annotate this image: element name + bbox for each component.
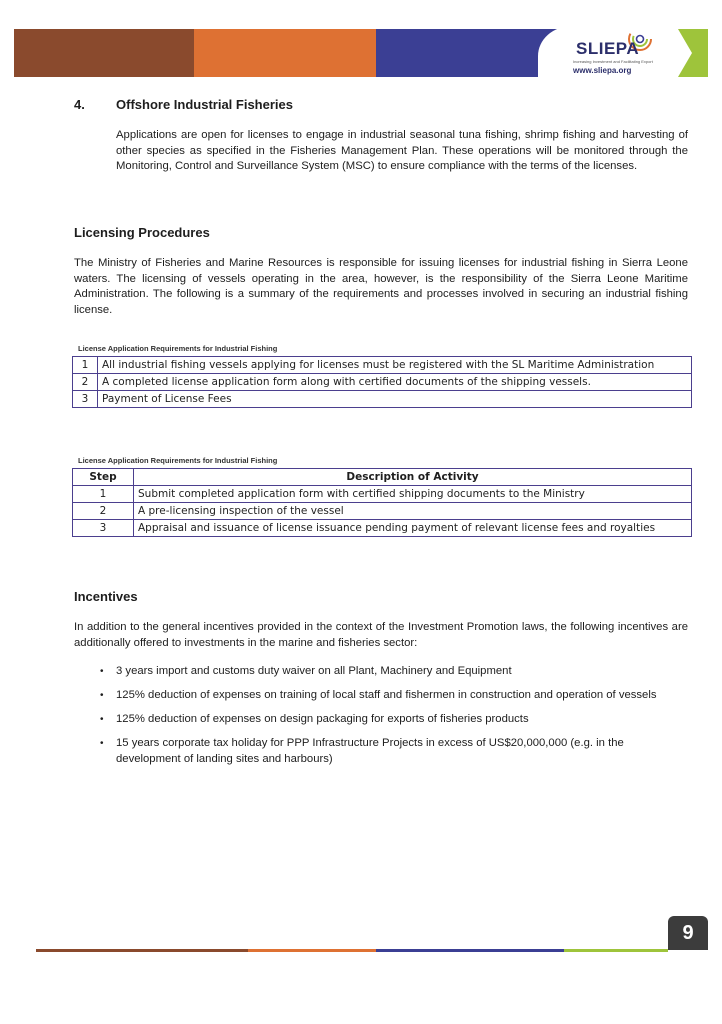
section-title: Offshore Industrial Fisheries (116, 97, 293, 112)
requirement-text: All industrial fishing vessels applying for licenses must be registered with the SL Maritime Administration (98, 357, 692, 374)
list-item: • 15 years corporate tax holiday for PPP Infrastructure Projects in excess of US$20,000,000 (e.g. in the development of landing sites and harbours) (96, 736, 676, 767)
step-number: 1 (73, 486, 134, 503)
header-band-blue (376, 29, 558, 77)
table-row (73, 391, 692, 408)
footer-line-orange (248, 949, 376, 952)
sliepa-logo-text: SLIEPA (576, 39, 640, 58)
footer-line-green (564, 949, 668, 952)
incentives-list (96, 664, 676, 776)
licensing-paragraph: The Ministry of Fisheries and Marine Resources is responsible for issuing licenses for industrial fishing in Sierra Leone waters. The licensing of vessels operating in the area, however, is the responsibility of the Sierra Leone Maritime Administration. The following is a summary of the requirements and processes involved in securing an industrial fishing license. (74, 257, 688, 316)
table2-caption: License Application Requirements for Industrial Fishing (78, 456, 278, 465)
description-column-header: Description of Activity (134, 469, 692, 486)
footer-line-blue (376, 949, 564, 952)
footer-line-brown (36, 949, 248, 952)
website-url: www.sliepa.org (573, 66, 632, 75)
header-band-orange (194, 29, 376, 77)
licensing-heading: Licensing Procedures (74, 225, 210, 240)
step-number: 3 (73, 520, 134, 537)
procedure-steps-table (72, 468, 692, 537)
page-number: 9 (668, 916, 708, 950)
list-item: • 125% deduction of expenses on design packaging for exports of fisheries products (96, 712, 676, 728)
row-number: 3 (73, 391, 98, 408)
step-description: Submit completed application form with certified shipping documents to the Ministry (134, 486, 692, 503)
green-notch-shape (678, 29, 692, 77)
table1-caption: License Application Requirements for Industrial Fishing (78, 344, 278, 353)
incentives-heading: Incentives (74, 589, 138, 604)
logo-tagline: Increasing Investment and Facilitating Export (573, 59, 653, 64)
step-description: A pre-licensing inspection of the vessel (134, 503, 692, 520)
incentives-intro: In addition to the general incentives provided in the context of the Investment Promotion laws, the following incentives are additionally offered to investments in the marine and fisheries sector: (74, 621, 688, 649)
list-item: • 3 years import and customs duty waiver on all Plant, Machinery and Equipment (96, 664, 676, 680)
section-number: 4. (74, 97, 85, 112)
row-number: 2 (73, 374, 98, 391)
header-band-brown (14, 29, 194, 77)
list-item: • 125% deduction of expenses on training of local staff and fishermen in construction and operation of vessels (96, 688, 676, 704)
step-description: Appraisal and issuance of license issuance pending payment of relevant license fees and royalties (134, 520, 692, 537)
section4-paragraph: Applications are open for licenses to engage in industrial seasonal tuna fishing, shrimp fishing and harvesting of other species as specified in the Fisheries Management Plan. These operations will be monitored through the Monitoring, Control and Surveillance System (MSC) to ensure compliance with the terms of the licenses. (116, 129, 688, 172)
table-row (73, 374, 692, 391)
step-number: 2 (73, 503, 134, 520)
row-number: 1 (73, 357, 98, 374)
table-row (73, 503, 692, 520)
step-column-header: Step (73, 469, 134, 486)
requirements-table (72, 356, 692, 408)
requirement-text: A completed license application form along with certified documents of the shipping vessels. (98, 374, 692, 391)
table-row (73, 357, 692, 374)
table-header-row (73, 469, 692, 486)
table-row (73, 486, 692, 503)
requirement-text: Payment of License Fees (98, 391, 692, 408)
table-row (73, 520, 692, 537)
